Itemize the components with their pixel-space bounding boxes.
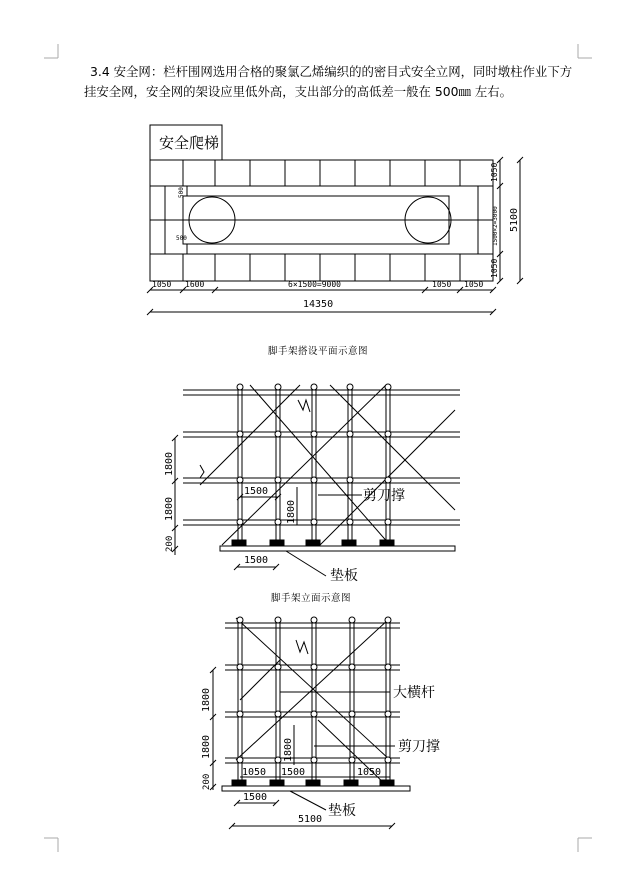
plan-dim-bottom-3: 6×1500=9000 — [288, 280, 341, 289]
elev2-dim-left-3: 200 — [202, 773, 212, 790]
plan-dim-right-2: 1500×2=3000 — [492, 206, 499, 246]
elev2-dim-total: 5100 — [298, 814, 323, 825]
plan-dim-right-1: 1050 — [490, 162, 499, 182]
elev1-dim-left-1: 1800 — [164, 451, 175, 476]
elev1-dim-bottom: 1500 — [244, 555, 269, 566]
plan-dim-bottom-1: 1050 — [152, 280, 172, 289]
elev2-label-pad: 垫板 — [328, 803, 356, 819]
elev1-dim-bay: 1500 — [244, 486, 269, 497]
plan-dim-bottom-4: 1050 — [432, 280, 452, 289]
elev2-label-brace: 剪刀撑 — [398, 739, 440, 755]
elev2-dim-left-2: 1800 — [201, 734, 212, 759]
elev2-dim-bottom: 1500 — [243, 792, 268, 803]
elev1-label-brace: 剪刀撑 — [363, 488, 405, 504]
elev1-label-pad: 垫板 — [330, 568, 358, 584]
plan-dim-inner-2: 500 — [176, 235, 187, 242]
elev2-dim-bay-3: 1050 — [357, 767, 382, 778]
plan-dim-right-total: 5100 — [509, 207, 520, 232]
elev2-ground-pad — [222, 786, 410, 791]
plan-dim-bottom-5: 1050 — [464, 280, 484, 289]
elev2-dim-left-1: 1800 — [201, 687, 212, 712]
elev2-dim-bay-1: 1050 — [242, 767, 267, 778]
elev1-dim-left-3: 200 — [165, 535, 175, 552]
elev2-label-ledger: 大横杆 — [393, 685, 435, 701]
elev1-dim-mid: 1800 — [286, 499, 297, 524]
ladder-label: 安全爬梯 — [159, 134, 220, 152]
paragraph-text: 3.4 安全网：栏杆围网选用合格的聚氯乙烯编织的的密目式安全立网，同时墩柱作业下方挂安全网，安全网的架设应里低外高，支出部分的高低差一般在 500㎜ 左右。 — [84, 64, 573, 99]
plan-dim-bottom-2: 1600 — [185, 280, 205, 289]
elevation-caption: 脚手架立面示意图 — [271, 593, 352, 604]
plan-dim-total: 14350 — [303, 299, 334, 310]
elev2-dim-bay-2: 1500 — [281, 767, 306, 778]
plan-caption: 脚手架搭设平面示意图 — [268, 346, 369, 357]
elev2-dim-mid: 1800 — [283, 737, 294, 762]
plan-dim-inner-1: 500 — [178, 187, 185, 198]
plan-dim-right-3: 1050 — [490, 258, 499, 278]
elev1-dim-left-2: 1800 — [164, 496, 175, 521]
